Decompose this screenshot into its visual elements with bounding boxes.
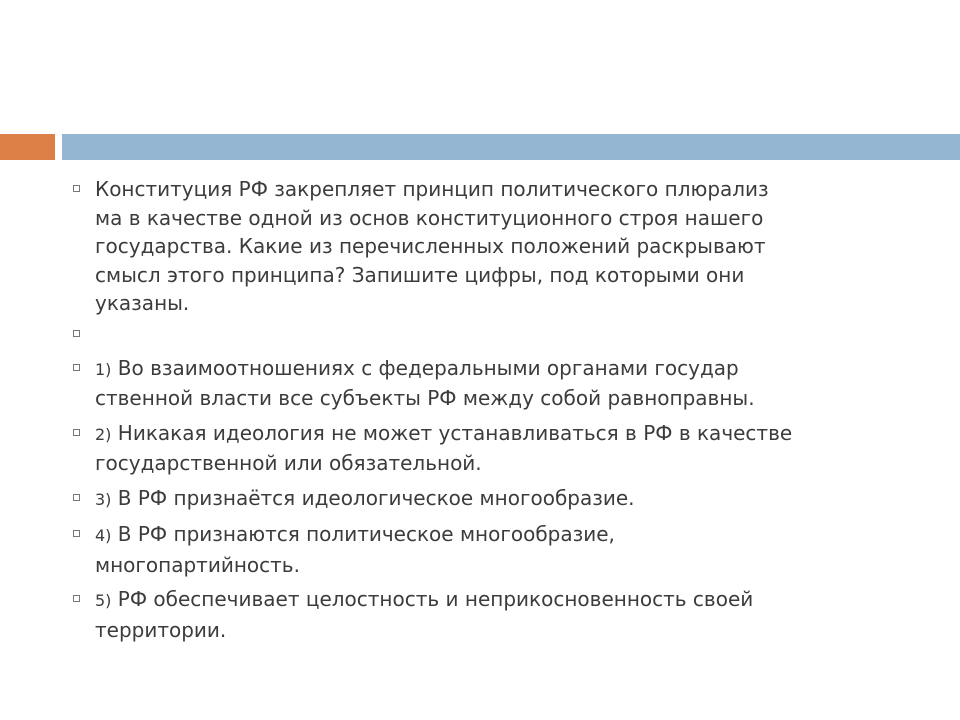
content-list bbox=[71, 175, 931, 644]
list-item-option-2 bbox=[71, 419, 931, 478]
header-accent-band bbox=[0, 134, 55, 160]
option-text: В РФ признаётся идеологическое многообразие. bbox=[111, 485, 635, 510]
option-line: территории. bbox=[95, 617, 227, 642]
option-line bbox=[95, 484, 931, 515]
square-bullet-icon bbox=[73, 595, 80, 602]
option-line: ственной власти все субъекты РФ между собой равноправны. bbox=[95, 386, 755, 410]
list-item-empty bbox=[71, 320, 931, 348]
square-bullet-icon bbox=[73, 364, 80, 371]
square-bullet-icon bbox=[73, 494, 80, 501]
option-line: государственной или обязательной. bbox=[95, 451, 482, 475]
list-item-intro bbox=[71, 175, 931, 318]
intro-line: смысл этого принципа? Запишите цифры, под которыми они bbox=[95, 262, 745, 287]
option-line bbox=[95, 585, 931, 616]
option-number: 3) bbox=[95, 489, 112, 509]
square-bullet-icon bbox=[73, 330, 80, 337]
list-item-option-4 bbox=[71, 520, 931, 579]
option-text: В РФ признаются политическое многообразие, bbox=[111, 522, 615, 546]
intro-line: ма в качестве одной из основ конституционного строя нашего bbox=[95, 205, 764, 230]
option-line bbox=[95, 520, 931, 551]
option-text: РФ обеспечивает целостность и неприкосновенность своей bbox=[111, 587, 754, 611]
option-line: многопартийность. bbox=[95, 552, 300, 577]
option-number: 2) bbox=[95, 424, 112, 444]
list-item-option-3 bbox=[71, 484, 931, 515]
intro-line: Конституция РФ закрепляет принцип политического плюрализ bbox=[95, 177, 769, 201]
option-number: 1) bbox=[95, 359, 112, 379]
option-number: 5) bbox=[95, 591, 112, 610]
square-bullet-icon bbox=[73, 185, 80, 192]
list-item-option-1 bbox=[71, 354, 931, 413]
intro-line: государства. Какие из перечисленных положений раскрывают bbox=[95, 234, 766, 258]
option-line bbox=[95, 419, 931, 450]
option-line bbox=[95, 354, 931, 385]
option-text: Никакая идеология не может устанавливаться в РФ в качестве bbox=[111, 420, 793, 445]
header-title-band bbox=[62, 134, 960, 160]
option-number: 4) bbox=[95, 526, 112, 545]
list-item-option-5 bbox=[71, 585, 931, 644]
intro-line: указаны. bbox=[95, 291, 190, 315]
square-bullet-icon bbox=[73, 429, 80, 436]
square-bullet-icon bbox=[73, 530, 80, 537]
option-text: Во взаимоотношениях с федеральными органами государ bbox=[111, 355, 739, 380]
